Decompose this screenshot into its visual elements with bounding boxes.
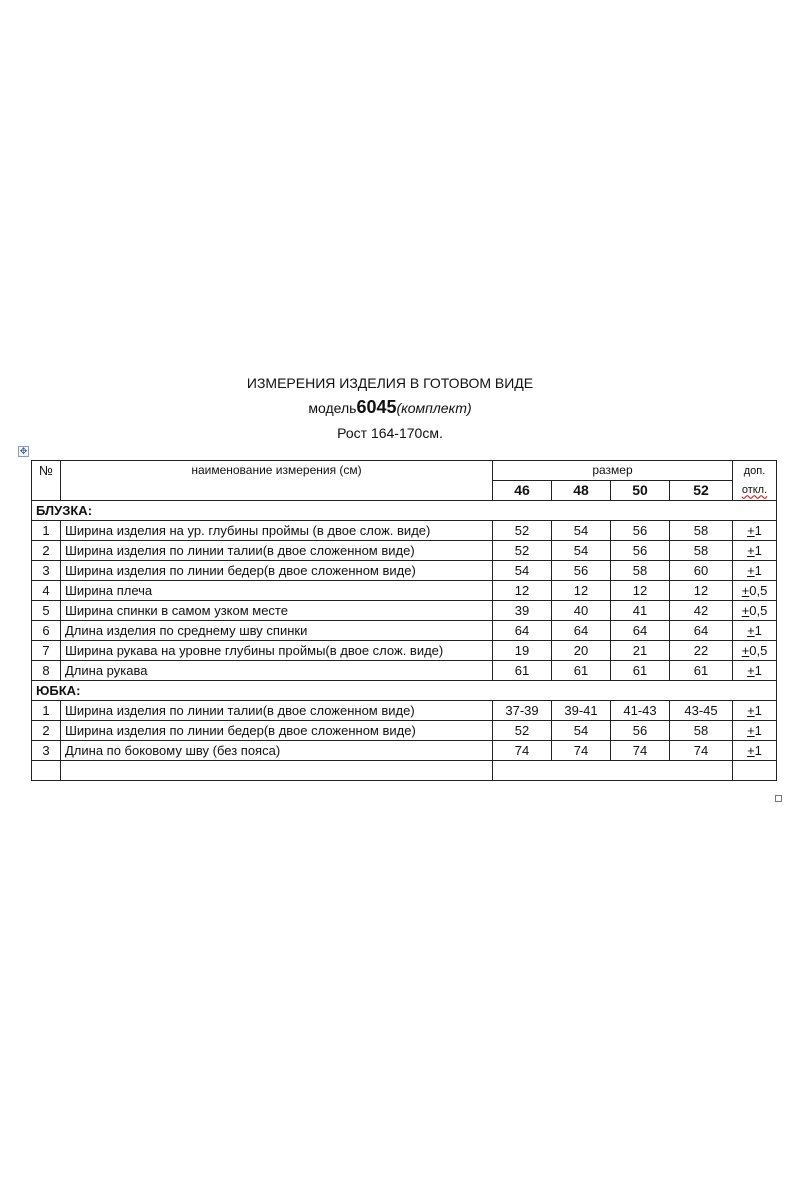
move-arrows-icon[interactable]: ✥ — [19, 446, 28, 456]
tolerance-sign: + — [747, 703, 755, 718]
table-row — [32, 581, 777, 601]
size-value: 56 — [611, 541, 670, 561]
section-row — [32, 501, 777, 521]
row-number: 2 — [32, 721, 61, 741]
tolerance-cell — [733, 701, 777, 721]
size-value: 52 — [493, 721, 552, 741]
size-value: 61 — [493, 661, 552, 681]
empty-row — [32, 761, 777, 781]
size-value: 39-41 — [552, 701, 611, 721]
header-row-1 — [32, 461, 777, 481]
size-48: 48 — [552, 481, 611, 501]
tolerance-cell — [733, 641, 777, 661]
size-value: 41-43 — [611, 701, 670, 721]
tolerance-value: 1 — [754, 623, 762, 638]
table-row — [32, 621, 777, 641]
table-row — [32, 661, 777, 681]
row-number: 5 — [32, 601, 61, 621]
measurement-name: Ширина изделия по линии бедер(в двое сложенном виде) — [61, 721, 493, 741]
row-number: 3 — [32, 561, 61, 581]
size-value: 40 — [552, 601, 611, 621]
tolerance-cell — [733, 561, 777, 581]
size-value: 39 — [493, 601, 552, 621]
model-prefix: модель — [308, 400, 357, 416]
header-tolerance-line1: доп. — [743, 464, 766, 477]
size-value: 42 — [670, 601, 733, 621]
size-value: 52 — [493, 541, 552, 561]
size-value: 54 — [552, 521, 611, 541]
size-50: 50 — [611, 481, 670, 501]
size-value: 54 — [552, 721, 611, 741]
tolerance-sign: + — [741, 643, 750, 658]
size-value: 12 — [670, 581, 733, 601]
measurement-name: Ширина изделия по линии бедер(в двое сложенном виде) — [61, 561, 493, 581]
size-value: 61 — [670, 661, 733, 681]
tolerance-value: 1 — [754, 743, 762, 758]
tolerance-cell — [733, 581, 777, 601]
empty-cell — [733, 761, 777, 781]
measurement-name: Длина по боковому шву (без пояса) — [61, 741, 493, 761]
tolerance-cell — [733, 621, 777, 641]
tolerance-sign: + — [747, 623, 755, 638]
model-note: (комплект) — [396, 400, 472, 416]
size-value: 58 — [611, 561, 670, 581]
height-range — [0, 423, 780, 443]
size-52: 52 — [670, 481, 733, 501]
size-value: 54 — [493, 561, 552, 581]
table-row — [32, 721, 777, 741]
tolerance-cell — [733, 741, 777, 761]
row-number: 2 — [32, 541, 61, 561]
row-number: 1 — [32, 521, 61, 541]
row-number: 6 — [32, 621, 61, 641]
resize-square-icon[interactable] — [775, 795, 782, 802]
tolerance-sign: + — [747, 543, 755, 558]
row-number: 4 — [32, 581, 61, 601]
measurement-name: Ширина изделия по линии талии(в двое сложенном виде) — [61, 701, 493, 721]
size-value: 56 — [611, 721, 670, 741]
measurement-name: Ширина рукава на уровне глубины проймы(в двое слож. виде) — [61, 641, 493, 661]
measurement-name: Длина рукава — [61, 661, 493, 681]
measurement-name: Ширина плеча — [61, 581, 493, 601]
size-value: 60 — [670, 561, 733, 581]
tolerance-sign: + — [741, 583, 750, 598]
row-number: 1 — [32, 701, 61, 721]
size-value: 64 — [611, 621, 670, 641]
size-value: 61 — [552, 661, 611, 681]
row-number: 3 — [32, 741, 61, 761]
table-row — [32, 521, 777, 541]
tolerance-cell — [733, 661, 777, 681]
section-title: ЮБКА: — [32, 681, 777, 701]
size-value: 56 — [611, 521, 670, 541]
header-name: наименование измерения (см) — [61, 461, 493, 501]
size-value: 20 — [552, 641, 611, 661]
size-value: 74 — [670, 741, 733, 761]
size-value: 64 — [670, 621, 733, 641]
size-value: 61 — [611, 661, 670, 681]
measurement-name: Ширина изделия по линии талии(в двое сложенном виде) — [61, 541, 493, 561]
size-value: 74 — [552, 741, 611, 761]
table-row — [32, 701, 777, 721]
size-value: 12 — [552, 581, 611, 601]
empty-cell — [32, 761, 61, 781]
measurement-name: Длина изделия по среднему шву спинки — [61, 621, 493, 641]
model-line — [0, 397, 780, 418]
measurement-name: Ширина спинки в самом узком месте — [61, 601, 493, 621]
tolerance-sign: + — [747, 563, 755, 578]
measurements-table — [31, 460, 777, 781]
tolerance-value: 0,5 — [749, 583, 768, 598]
tolerance-cell — [733, 521, 777, 541]
tolerance-cell — [733, 601, 777, 621]
header-tolerance-line2: откл. — [741, 483, 768, 496]
document-title — [0, 373, 780, 393]
table-row — [32, 641, 777, 661]
section-row — [32, 681, 777, 701]
tolerance-cell — [733, 721, 777, 741]
size-value: 64 — [493, 621, 552, 641]
height-range-text: Рост 164-170см. — [337, 425, 443, 441]
size-value: 74 — [493, 741, 552, 761]
size-value: 19 — [493, 641, 552, 661]
size-value: 12 — [611, 581, 670, 601]
tolerance-sign: + — [747, 663, 755, 678]
tolerance-sign: + — [741, 603, 750, 618]
tolerance-value: 0,5 — [749, 603, 768, 618]
tolerance-value: 1 — [754, 543, 762, 558]
size-value: 58 — [670, 521, 733, 541]
size-value: 22 — [670, 641, 733, 661]
tolerance-value: 0,5 — [749, 643, 768, 658]
size-value: 58 — [670, 721, 733, 741]
tolerance-sign: + — [747, 743, 755, 758]
size-value: 54 — [552, 541, 611, 561]
tolerance-value: 1 — [754, 723, 762, 738]
header-size: размер — [493, 461, 733, 481]
size-value: 21 — [611, 641, 670, 661]
tolerance-sign: + — [747, 523, 755, 538]
size-value: 41 — [611, 601, 670, 621]
title-text: ИЗМЕРЕНИЯ ИЗДЕЛИЯ В ГОТОВОМ ВИДЕ — [246, 375, 534, 391]
measurement-name: Ширина изделия на ур. глубины проймы (в двое слож. виде) — [61, 521, 493, 541]
table-row — [32, 741, 777, 761]
size-value: 58 — [670, 541, 733, 561]
empty-cell — [61, 761, 493, 781]
tolerance-value: 1 — [754, 703, 762, 718]
section-title: БЛУЗКА: — [32, 501, 777, 521]
size-value: 64 — [552, 621, 611, 641]
row-number: 7 — [32, 641, 61, 661]
size-value: 12 — [493, 581, 552, 601]
tolerance-value: 1 — [754, 523, 762, 538]
model-number: 6045 — [356, 397, 397, 417]
size-value: 52 — [493, 521, 552, 541]
table-row — [32, 561, 777, 581]
header-num: № — [32, 461, 61, 501]
table-row — [32, 601, 777, 621]
size-value: 37-39 — [493, 701, 552, 721]
tolerance-cell — [733, 541, 777, 561]
size-value: 43-45 — [670, 701, 733, 721]
tolerance-sign: + — [747, 723, 755, 738]
table-row — [32, 541, 777, 561]
empty-cell — [493, 761, 733, 781]
tolerance-value: 1 — [754, 563, 762, 578]
size-46: 46 — [493, 481, 552, 501]
tolerance-value: 1 — [754, 663, 762, 678]
row-number: 8 — [32, 661, 61, 681]
size-value: 56 — [552, 561, 611, 581]
header-tolerance — [733, 461, 777, 501]
size-value: 74 — [611, 741, 670, 761]
